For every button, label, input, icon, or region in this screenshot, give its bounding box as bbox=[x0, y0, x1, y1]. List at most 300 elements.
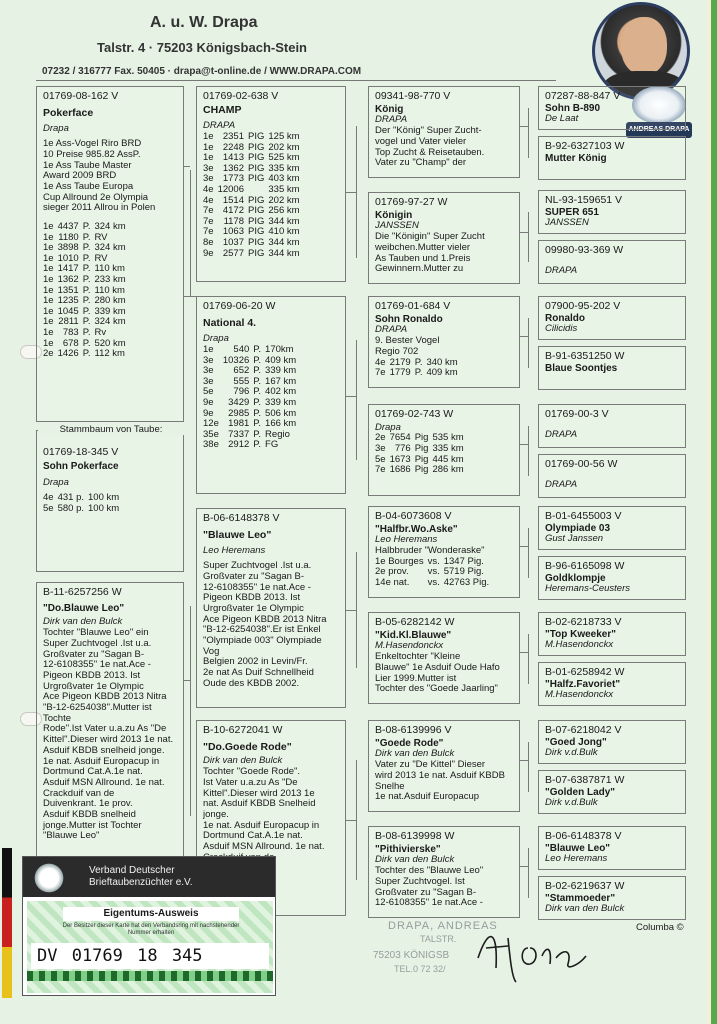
result-cell: 652 bbox=[233, 365, 250, 377]
great-grandparent-box bbox=[538, 454, 686, 498]
result-cell: 7e bbox=[203, 215, 214, 227]
result-cell: 1010 bbox=[57, 252, 79, 264]
grandparent-breeder: DRAPA bbox=[375, 324, 408, 336]
stammbaum-breeder: Drapa bbox=[43, 477, 69, 489]
connector-line bbox=[528, 212, 529, 262]
grandparent-ring: B-08-6139996 V bbox=[375, 724, 452, 736]
result-row bbox=[375, 578, 493, 589]
result-cell: P. bbox=[82, 231, 91, 243]
grandparent-description-line: 1e nat.Asduif Europacup bbox=[375, 791, 480, 803]
great-grandparent-box bbox=[538, 240, 686, 284]
card-org-line1: Verband Deutscher bbox=[89, 865, 175, 876]
face-shape bbox=[621, 17, 667, 75]
result-cell: 9e bbox=[203, 247, 214, 259]
connector-line bbox=[528, 108, 529, 158]
result-cell: 233 km bbox=[94, 274, 126, 285]
great-grandparent-breeder: M.Hasendonckx bbox=[545, 689, 614, 701]
page-edge-green bbox=[711, 0, 717, 1024]
result-cell: 280 km bbox=[94, 295, 126, 307]
great-grandparent-box bbox=[538, 296, 686, 340]
result-cell: P. bbox=[253, 365, 262, 377]
result-cell: 2e bbox=[375, 432, 386, 444]
result-cell: 1673 bbox=[389, 453, 411, 465]
result-cell: 7e bbox=[375, 367, 386, 379]
connector-line bbox=[520, 546, 528, 547]
result-cell: 506 km bbox=[265, 407, 297, 419]
connector-line bbox=[356, 760, 357, 880]
description-line: Duivenkrant. 1e prov. bbox=[43, 798, 133, 810]
result-cell: 678 bbox=[62, 337, 79, 349]
connector-line bbox=[184, 166, 190, 167]
result-cell: 1981 bbox=[228, 418, 250, 430]
great-grandparent-ring: B-91-6351250 W bbox=[545, 350, 625, 362]
ownership-card bbox=[22, 856, 276, 996]
grandparent-name: Königin bbox=[375, 209, 413, 221]
result-cell: 1e bbox=[43, 316, 54, 328]
result-cell: P. bbox=[82, 348, 91, 360]
dam-line-ring: B-11-6257256 W bbox=[43, 586, 122, 598]
great-grandparent-ring: 01769-00-56 W bbox=[545, 458, 618, 470]
result-cell: RV bbox=[94, 231, 108, 243]
stamp-line2: TALSTR. bbox=[420, 934, 457, 944]
result-cell: 4e bbox=[203, 184, 214, 196]
result-row bbox=[43, 504, 123, 515]
description-line: Cup Allround 2e Olympia bbox=[43, 191, 149, 203]
result-cell: P. bbox=[253, 418, 262, 430]
result-cell: 580 p. bbox=[57, 502, 84, 514]
connector-line bbox=[346, 396, 356, 397]
result-cell: 3429 bbox=[228, 397, 250, 409]
stammbaum-ring: 01769-18-345 V bbox=[43, 446, 119, 458]
result-cell: 2912 bbox=[228, 439, 250, 451]
result-cell: P. bbox=[82, 274, 91, 285]
leo-box bbox=[196, 508, 346, 708]
result-cell: 2e prov. bbox=[375, 566, 409, 578]
result-cell: 14e nat. bbox=[375, 577, 410, 588]
description-line: Ist Vater u.a.zu As "De bbox=[203, 776, 298, 788]
result-cell: 202 km bbox=[268, 141, 300, 153]
result-cell: 339 km bbox=[265, 365, 297, 377]
result-cell: 2e bbox=[43, 348, 54, 360]
grandparent-description-line: Enkeltochter "Kleine bbox=[375, 651, 461, 663]
grandparent-ring: 09341-98-770 V bbox=[375, 90, 451, 102]
connector-line bbox=[520, 336, 528, 337]
great-grandparent-breeder: Dirk v.d.Bulk bbox=[545, 797, 598, 809]
result-cell: 110 km bbox=[94, 284, 125, 296]
great-grandparent-box bbox=[538, 346, 686, 390]
grandparent-name: "Goede Rode" bbox=[375, 737, 444, 749]
result-cell: P. bbox=[253, 354, 262, 366]
card-title: Eigentums-Ausweis bbox=[63, 907, 239, 921]
great-grandparent-ring: B-96-6165098 W bbox=[545, 560, 625, 572]
result-cell: 1e bbox=[43, 326, 54, 338]
dam-breeder: Drapa bbox=[203, 333, 229, 345]
result-cell: PIG bbox=[248, 131, 265, 143]
description-line: "Blauwe Leo" bbox=[43, 830, 100, 842]
description-line: Urgroßvater 1e Olympic bbox=[43, 680, 144, 692]
result-cell: 4e bbox=[43, 492, 54, 504]
description-line: Belgien 2002 in Levin/Fr. bbox=[203, 656, 308, 668]
result-cell: 1e bbox=[43, 284, 54, 296]
connector-line bbox=[356, 552, 357, 668]
grandparent-description-line: Der "König" Super Zucht- bbox=[375, 125, 482, 137]
great-grandparent-box bbox=[538, 662, 686, 706]
result-cell: vs. bbox=[427, 566, 440, 578]
result-cell: 339 km bbox=[265, 397, 297, 409]
grandparent-description-line: Vater zu "De Kittel" Dieser bbox=[375, 759, 486, 771]
grandparent-description-line: Tochter des "Goede Jaarling" bbox=[375, 683, 498, 695]
stammbaum-box bbox=[36, 430, 184, 572]
great-grandparent-box bbox=[538, 506, 686, 550]
result-cell: 776 bbox=[394, 443, 411, 454]
description-line: 12-6108355" 1e nat.Ace - bbox=[43, 659, 151, 671]
leo-breeder: Leo Heremans bbox=[203, 545, 266, 557]
result-cell: 335 km bbox=[268, 162, 300, 174]
description-line: 1e Ass Taube Master bbox=[43, 159, 132, 171]
result-cell: P. bbox=[253, 397, 262, 409]
result-cell: 445 km bbox=[432, 453, 464, 465]
grandparent-ring: B-05-6282142 W bbox=[375, 616, 455, 628]
result-cell: P. bbox=[253, 407, 262, 419]
leo-description bbox=[203, 561, 339, 689]
result-cell: 1e bbox=[203, 152, 214, 164]
result-cell: P. bbox=[82, 305, 91, 317]
result-cell: 535 km bbox=[432, 432, 464, 444]
grandparent-breeder: Dirk van den Bulck bbox=[375, 748, 455, 760]
result-cell: 520 km bbox=[94, 337, 126, 349]
result-cell: PIG bbox=[248, 215, 265, 227]
description-line: 12-6108355" 1e nat.Ace - bbox=[203, 581, 311, 593]
result-cell: P. bbox=[253, 386, 262, 398]
grandparent-description-line: Vater zu "Champ" der bbox=[375, 157, 467, 169]
breeder-contact: 07232 / 316777 Fax. 50405 · drapa@t-online.de / WWW.DRAPA.COM bbox=[42, 66, 362, 77]
result-row bbox=[203, 249, 304, 260]
result-cell: 4437 bbox=[57, 221, 79, 233]
result-cell: PIG bbox=[248, 173, 265, 185]
great-grandparent-ring: B-07-6387871 W bbox=[545, 774, 625, 786]
great-grandparent-breeder: DRAPA bbox=[545, 264, 578, 276]
result-cell: 2985 bbox=[228, 407, 250, 419]
description-line: Oude des KBDB 2002. bbox=[203, 677, 300, 689]
result-cell: Pig bbox=[414, 432, 429, 444]
great-grandparent-breeder: Dirk van den Bulck bbox=[545, 903, 625, 915]
connector-line bbox=[520, 232, 528, 233]
connector-line bbox=[356, 126, 357, 258]
result-cell: RV bbox=[94, 252, 108, 264]
result-cell: 166 km bbox=[265, 418, 297, 430]
result-cell: P. bbox=[82, 221, 91, 233]
result-cell: 344 km bbox=[268, 237, 300, 249]
great-grandparent-box bbox=[538, 404, 686, 448]
grandparent-breeder: Dirk van den Bulck bbox=[375, 854, 455, 866]
description-line: Tochter "Blauwe Leo" ein bbox=[43, 627, 149, 639]
description-line: 1e Ass-Vogel Riro BRD bbox=[43, 138, 142, 150]
result-cell: PIG bbox=[248, 162, 265, 174]
stamp-line1: DRAPA, ANDREAS bbox=[388, 920, 498, 932]
description-line: jonge.Mutter ist Tochter bbox=[43, 819, 142, 831]
result-cell: 1e bbox=[203, 131, 214, 143]
result-cell: 100 km bbox=[88, 502, 120, 514]
result-cell: Regio bbox=[265, 428, 290, 440]
grandparent-box bbox=[368, 192, 520, 284]
leo-ring: B-06-6148378 V bbox=[203, 512, 280, 524]
result-cell: 1362 bbox=[57, 274, 79, 285]
subject-description bbox=[43, 139, 177, 214]
great-grandparent-name: Olympiade 03 bbox=[545, 522, 611, 534]
result-cell: 7e bbox=[203, 226, 214, 238]
description-line: Tochte bbox=[43, 712, 71, 724]
result-cell: 1e bbox=[43, 252, 54, 264]
description-line: Asduif KBDB snelheid bbox=[43, 809, 136, 821]
subject-name: Pokerface bbox=[43, 106, 94, 119]
result-cell: 8e bbox=[203, 237, 214, 249]
connector-line bbox=[520, 652, 528, 653]
result-cell: 796 bbox=[233, 386, 250, 398]
great-grandparent-name: Sohn B-890 bbox=[545, 102, 601, 114]
result-cell: 4e bbox=[375, 356, 386, 368]
great-grandparent-ring: B-07-6218042 V bbox=[545, 724, 622, 736]
result-cell: 7337 bbox=[228, 428, 250, 440]
great-grandparent-ring: NL-93-159651 V bbox=[545, 194, 623, 206]
card-org-line2: Brieftaubenzüchter e.V. bbox=[89, 877, 193, 888]
description-line: Rode".Ist Vater u.a.zu As "De bbox=[43, 723, 167, 735]
connector-line bbox=[346, 192, 356, 193]
grandparent-description-line: Top Zucht & Reisetauben. bbox=[375, 146, 485, 158]
description-line: Ace Pigeon KBDB 2013 Nitra bbox=[43, 691, 167, 703]
card-stripe bbox=[27, 971, 273, 981]
description-line: 1e nat. Asduif Europacup in bbox=[203, 819, 320, 831]
description-line: 2e nat As Duif Schnellheid bbox=[203, 667, 314, 679]
description-line: Asduif MSN Allround. 1e nat. bbox=[43, 776, 165, 788]
description-line: 1e nat. Asduif Europacup in bbox=[43, 755, 160, 767]
result-cell: P. bbox=[82, 326, 91, 338]
result-cell: 1e bbox=[203, 141, 214, 153]
result-cell: 344 km bbox=[268, 215, 300, 227]
result-cell: P. bbox=[82, 252, 91, 264]
dam-ring: 01769-06-20 W bbox=[203, 300, 276, 312]
result-cell: 1e bbox=[203, 344, 214, 356]
result-cell: P. bbox=[82, 284, 91, 296]
great-grandparent-ring: B-01-6258942 W bbox=[545, 666, 625, 678]
result-cell: 1e bbox=[43, 274, 54, 285]
result-cell: 202 km bbox=[268, 194, 300, 206]
result-cell: 12006 bbox=[217, 184, 244, 196]
result-cell: 1037 bbox=[222, 237, 244, 249]
grandparent-description-line: 12-6108355" 1e nat.Ace - bbox=[375, 897, 483, 909]
subject-breeder: Drapa bbox=[43, 123, 69, 135]
result-cell: 783 bbox=[62, 326, 79, 338]
result-cell: P. bbox=[414, 356, 423, 368]
grandparent-description-line: 9. Bester Vogel bbox=[375, 335, 440, 347]
result-cell: 410 km bbox=[268, 226, 300, 238]
result-cell: 1e bbox=[43, 231, 54, 243]
great-grandparent-name: "Halfz.Favoriet" bbox=[545, 678, 621, 690]
result-cell: 10326 bbox=[222, 354, 250, 366]
great-grandparent-box bbox=[538, 826, 686, 870]
great-grandparent-ring: 01769-00-3 V bbox=[545, 408, 609, 420]
result-row bbox=[43, 349, 130, 360]
grandparent-breeder: Leo Heremans bbox=[375, 534, 438, 546]
result-cell: 403 km bbox=[268, 173, 300, 185]
grandparent-description-line: Snelhe bbox=[375, 780, 405, 792]
grandparent-ring: 01769-97-27 W bbox=[375, 196, 448, 208]
grandparent-ring: B-08-6139998 W bbox=[375, 830, 455, 842]
result-cell: vs. bbox=[427, 555, 440, 567]
result-cell: 125 km bbox=[268, 131, 300, 143]
grandparent-ring: 01769-01-684 V bbox=[375, 300, 451, 312]
result-cell: P. bbox=[82, 263, 91, 275]
result-cell: PIG bbox=[248, 152, 265, 164]
result-cell: 5e bbox=[43, 502, 54, 514]
breeder-name: A. u. W. Drapa bbox=[150, 14, 258, 31]
eagle-logo-icon bbox=[31, 863, 67, 893]
card-ring-number: DV 01769 18 345 bbox=[31, 943, 269, 969]
connector-line bbox=[184, 296, 196, 297]
great-grandparent-ring: B-01-6455003 V bbox=[545, 510, 622, 522]
result-cell: 5e bbox=[375, 453, 386, 465]
result-cell: 3e bbox=[203, 173, 214, 185]
grandparent-description-line: wird 2013 1e nat. Asduif KBDB bbox=[375, 769, 505, 781]
connector-line bbox=[520, 444, 528, 445]
great-grandparent-ring: B-02-6218733 V bbox=[545, 616, 622, 628]
great-grandparent-box bbox=[538, 86, 686, 130]
result-cell: 9e bbox=[203, 397, 214, 409]
stammbaum-name: Sohn Pokerface bbox=[43, 460, 119, 472]
result-cell: 1045 bbox=[57, 305, 79, 317]
connector-line bbox=[528, 742, 529, 792]
connector-line bbox=[356, 340, 357, 460]
result-row bbox=[375, 465, 468, 476]
great-grandparent-name: Ronaldo bbox=[545, 312, 585, 324]
result-cell: 340 km bbox=[426, 356, 458, 368]
great-grandparent-box bbox=[538, 136, 686, 180]
result-cell: 1426 bbox=[57, 348, 79, 360]
great-grandparent-breeder: M.Hasendonckx bbox=[545, 639, 614, 651]
grandparent-description-line: Super Zuchtvogel. Ist bbox=[375, 875, 465, 887]
result-cell: 335 km bbox=[432, 443, 464, 454]
connector-line bbox=[520, 126, 528, 127]
description-line: Vog bbox=[203, 645, 220, 657]
description-line: Pigeon KBDB 2013. Ist bbox=[43, 669, 141, 681]
description-line: sieger 2011 Allrou in Polen bbox=[43, 202, 156, 214]
connector-line bbox=[528, 634, 529, 684]
great-grandparent-box bbox=[538, 770, 686, 814]
connector-line bbox=[346, 610, 356, 611]
result-cell: 1413 bbox=[222, 152, 244, 164]
sire-box bbox=[196, 86, 346, 282]
description-line: Dortmund Cat.A.1e nat. bbox=[203, 830, 303, 842]
great-grandparent-breeder: Cilicidis bbox=[545, 323, 578, 335]
result-cell: 1e Bourges bbox=[375, 555, 424, 567]
result-cell: P. bbox=[253, 344, 262, 356]
result-row bbox=[203, 440, 300, 451]
result-cell: 5719 Pig. bbox=[443, 566, 484, 578]
stammbaum-title: Stammbaum von Taube: bbox=[38, 424, 184, 435]
description-line: Urgroßvater 1e Olympic bbox=[203, 602, 304, 614]
result-cell: FG bbox=[265, 439, 279, 451]
result-cell: 324 km bbox=[94, 242, 126, 254]
result-cell: 1779 bbox=[389, 367, 411, 379]
result-cell: 555 bbox=[233, 375, 250, 387]
result-cell: 38e bbox=[203, 439, 219, 451]
result-cell: PIG bbox=[248, 226, 265, 238]
result-cell: 286 km bbox=[432, 464, 464, 476]
grandparent-name: "Halfbr.Wo.Aske" bbox=[375, 523, 458, 535]
description-line: 1e Ass Taube Europa bbox=[43, 180, 134, 192]
great-grandparent-name: "Goed Jong" bbox=[545, 736, 607, 748]
result-cell: 1178 bbox=[223, 215, 244, 227]
result-cell: 1347 Pig. bbox=[443, 555, 484, 567]
result-cell: 431 p. bbox=[57, 492, 84, 504]
result-cell: 1235 bbox=[57, 295, 79, 307]
great-grandparent-breeder: Leo Heremans bbox=[545, 853, 608, 865]
result-row bbox=[43, 275, 130, 286]
great-grandparent-ring: 07287-88-847 V bbox=[545, 90, 621, 102]
result-cell: 1063 bbox=[222, 226, 244, 238]
header-rule bbox=[36, 80, 556, 81]
grandparent-box bbox=[368, 826, 520, 918]
result-cell: PIG bbox=[248, 205, 265, 217]
connector-line bbox=[528, 426, 529, 476]
result-cell: 1e bbox=[43, 295, 54, 307]
result-cell: 2351 bbox=[222, 131, 244, 143]
result-cell: 170km bbox=[265, 344, 294, 356]
great-grandparent-name: SUPER 651 bbox=[545, 206, 599, 218]
grandparent-description-line: Halbbruder "Wonderaske" bbox=[375, 545, 485, 557]
subject-ring: 01769-08-162 V bbox=[43, 90, 119, 102]
result-cell: 1362 bbox=[222, 162, 244, 174]
grandparent-breeder: DRAPA bbox=[375, 114, 408, 126]
dam-name: National 4. bbox=[203, 316, 257, 329]
grandparent-breeder: M.Hasendonckx bbox=[375, 640, 444, 652]
result-cell: 4172 bbox=[222, 205, 244, 217]
grandparent-description-line: weibchen.Mutter vieler bbox=[375, 241, 471, 253]
connector-line bbox=[528, 318, 529, 368]
grandparent-description-line: Großvater zu "Sagan B- bbox=[375, 886, 477, 898]
result-cell: 3e bbox=[203, 375, 214, 387]
great-grandparent-name: Blaue Soontjes bbox=[545, 362, 618, 374]
result-cell: 324 km bbox=[94, 221, 126, 233]
result-cell: 110 km bbox=[94, 263, 125, 275]
grandparent-results bbox=[375, 557, 493, 589]
stamp-line4: TEL.0 72 32/ bbox=[394, 964, 446, 974]
result-cell: 1773 bbox=[222, 173, 244, 185]
rode-ring: B-10-6272041 W bbox=[203, 724, 283, 736]
result-cell: 1e bbox=[43, 221, 54, 233]
description-line: Asduif MSN Allround. 1e nat. bbox=[203, 841, 325, 853]
description-line: Kittel".Dieser wird 2013 1e nat. bbox=[43, 734, 174, 746]
result-cell: Rv bbox=[94, 326, 107, 338]
result-cell: 1686 bbox=[389, 464, 411, 476]
result-cell: P. bbox=[253, 375, 262, 387]
result-cell: 7e bbox=[203, 205, 214, 217]
result-cell: PIG bbox=[248, 247, 265, 259]
columba-credit: Columba © bbox=[636, 922, 684, 933]
result-cell: 335 km bbox=[268, 184, 300, 196]
result-cell: P. bbox=[82, 242, 91, 254]
grandparent-name: "Kid.Kl.Blauwe" bbox=[375, 629, 452, 641]
result-cell: 339 km bbox=[94, 305, 126, 317]
result-cell: PIG bbox=[248, 194, 265, 206]
result-cell: P. bbox=[253, 428, 262, 440]
result-cell: vs. bbox=[427, 577, 440, 588]
result-cell: 35e bbox=[203, 428, 219, 440]
description-line: Kittel".Dieser wird 2013 1e bbox=[203, 787, 315, 799]
result-cell: 402 km bbox=[265, 386, 297, 398]
result-cell: P. bbox=[82, 316, 91, 328]
logo-ribbon: ANDREAS DRAPA bbox=[626, 122, 692, 138]
result-cell: 1417 bbox=[57, 263, 79, 275]
